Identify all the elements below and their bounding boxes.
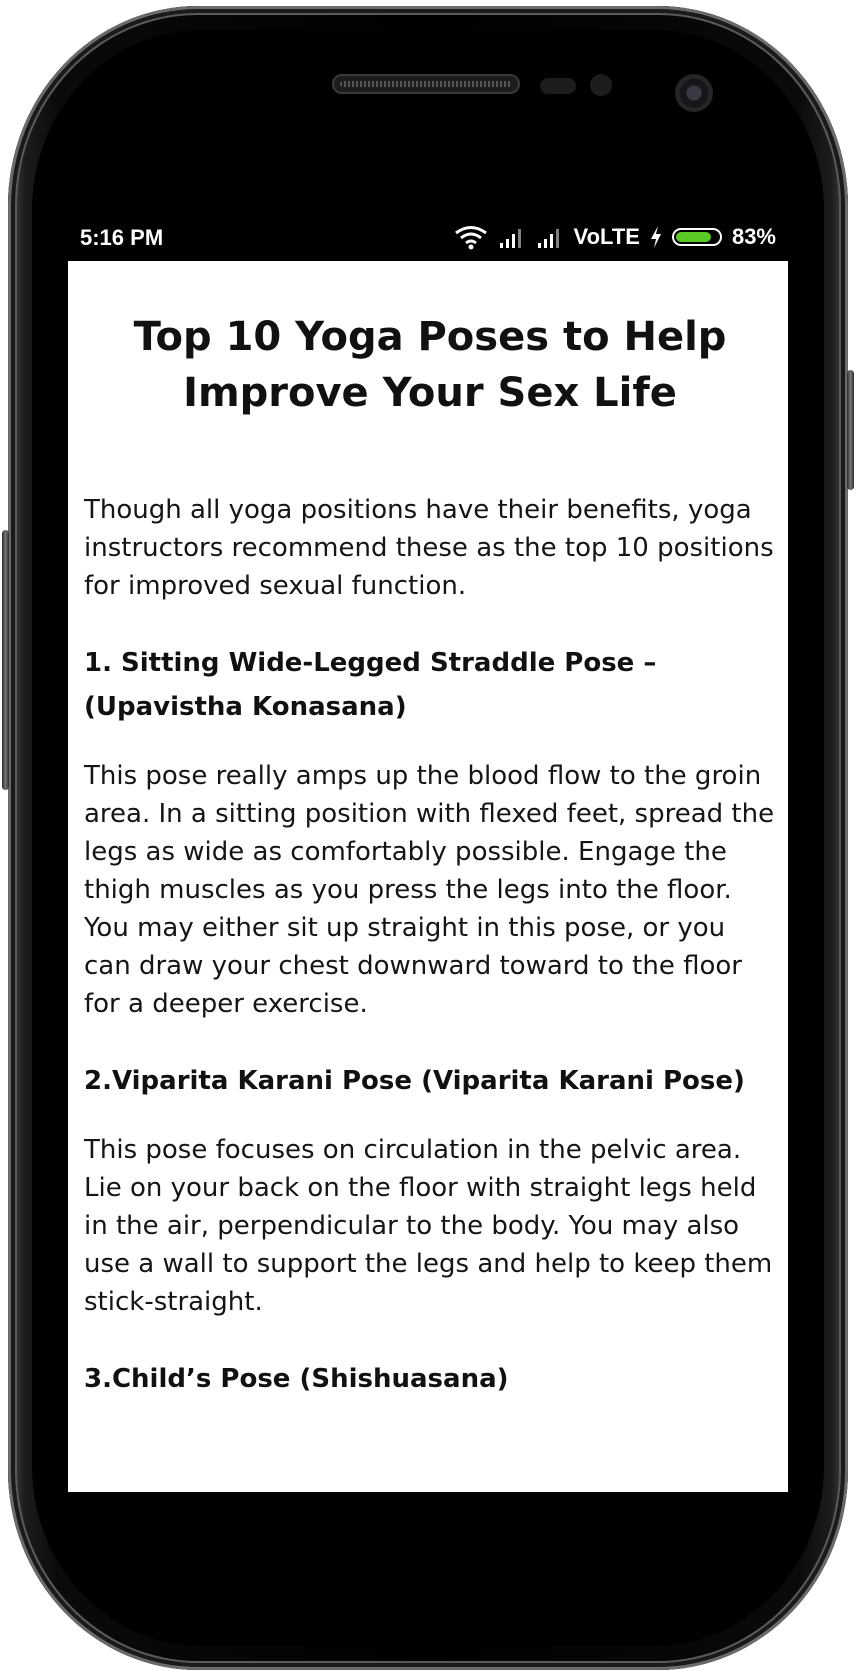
section-heading: 3.Child’s Pose (Shishuasana) [84,1364,509,1394]
battery-percent: 83% [731,224,776,249]
network-label: VoLTE [573,224,640,249]
proximity-sensor [540,78,576,94]
section-heading: 2.Viparita Karani Pose (Viparita Karani Pose) [84,1066,745,1096]
section-heading: 1. Sitting Wide-Legged Straddle Pose – (Upavistha Konasana) [84,648,657,722]
charging-icon [650,226,662,248]
wifi-icon [454,224,488,250]
status-icons [454,222,776,252]
power-button [847,370,854,490]
light-sensor [590,74,612,96]
status-time: 5:16 PM [80,225,164,250]
page-title: Top 10 Yoga Poses to Help Improve Your Sex Life [133,314,727,416]
battery-icon [672,228,722,246]
screen [68,213,788,1492]
article-content [84,261,776,1401]
status-bar [68,213,788,261]
volume-button [2,530,9,790]
front-camera [675,74,713,112]
section-body: This pose focuses on circulation in the pelvic area. Lie on your back on the floor with straight legs held in the air, perpendicular to the body. You may also use a wall to support the legs and help to keep them stick-straight. [84,1135,773,1317]
section-body: This pose really amps up the blood flow to the groin area. In a sitting position with flexed feet, spread the legs as wide as comfortably possible. Engage the thigh muscles as you press the legs into the floor. You may either sit up straight in this pose, or you can draw your chest downward toward to the floor for a deeper exercise. [84,761,775,1019]
battery-level [676,232,711,242]
signal-icon [498,225,526,249]
signal-icon [536,225,564,249]
intro-paragraph: Though all yoga positions have their benefits, yoga instructors recommend these as the top 10 positions for improved sexual function. [84,495,774,601]
earpiece-speaker [332,74,520,94]
